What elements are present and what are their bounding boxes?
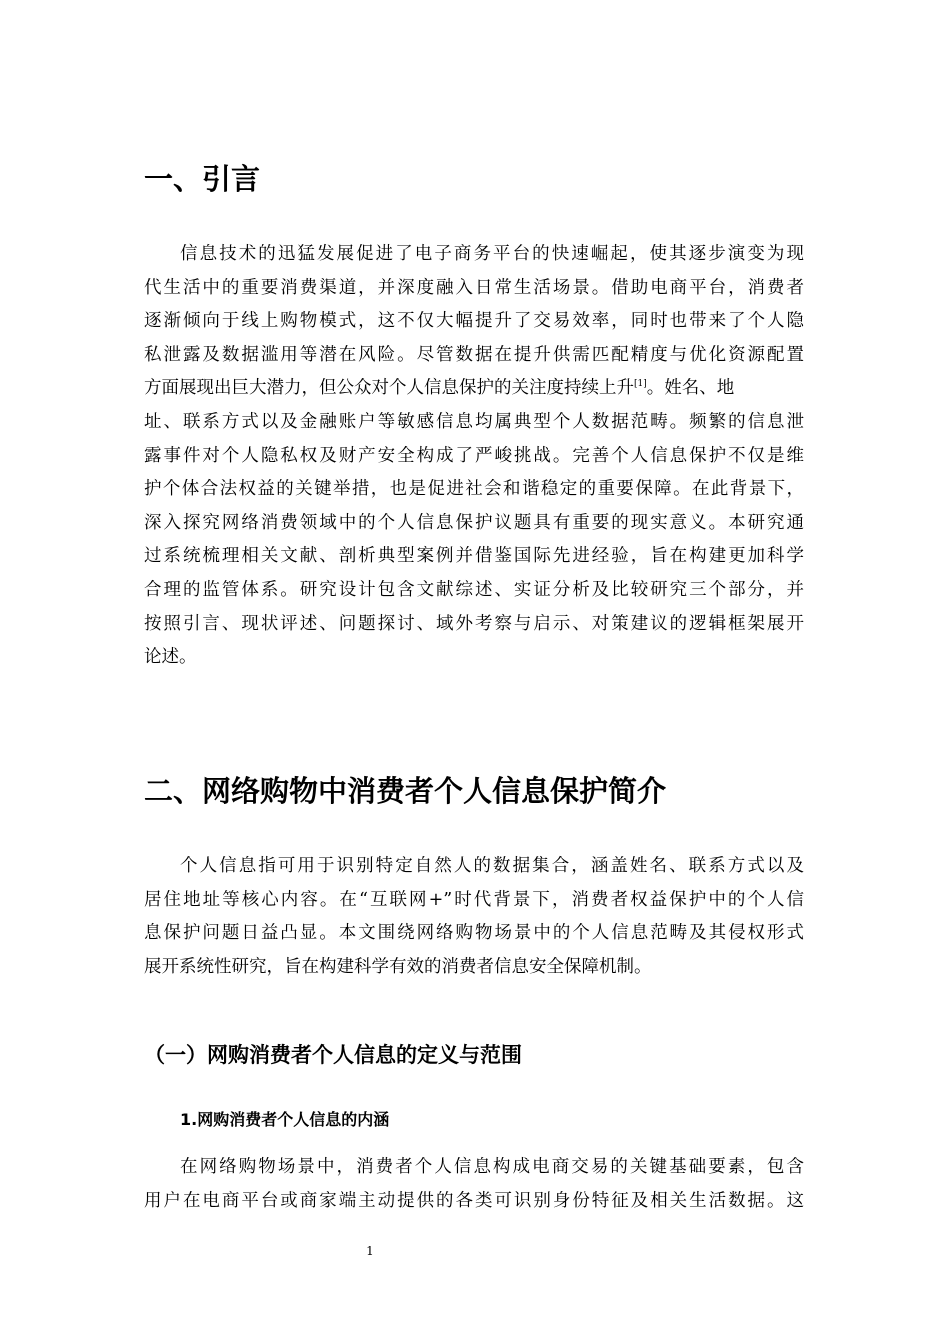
page-number: 1 — [366, 1244, 374, 1258]
section-heading-overview: 二、网络购物中消费者个人信息保护简介 — [144, 774, 667, 808]
paragraph-line-with-citation — [144, 372, 804, 406]
paragraph-line: 逐渐倾向于线上购物模式，这不仅大幅提升了交易效率，同时也带来了个人隐 — [144, 311, 804, 332]
paragraph-line: 论述。 — [144, 647, 197, 668]
overview-paragraph — [144, 850, 804, 984]
paragraph-line: 代生活中的重要消费渠道，并深度融入日常生活场景。借助电商平台，消费者 — [144, 277, 804, 298]
paragraph-line-part: 方面展现出巨大潜力，但公众对个人信息保护的关注度持续上升 — [144, 378, 634, 399]
citation-marker: [1] — [634, 379, 647, 390]
paragraph-line-part: 。姓名、地 — [646, 378, 735, 399]
paragraph-line: 居住地址等核心内容。在“互联网+”时代背景下，消费者权益保护中的个人信 — [144, 889, 804, 910]
paragraph-line: 过系统梳理相关文献、剖析典型案例并借鉴国际先进经验，旨在构建更加科学 — [144, 546, 804, 567]
paragraph-line: 露事件对个人隐私权及财产安全构成了严峻挑战。完善个人信息保护不仅是维 — [144, 445, 804, 466]
introduction-paragraph — [144, 238, 804, 675]
paragraph-line: 用户在电商平台或商家端主动提供的各类可识别身份特征及相关生活数据。这 — [144, 1190, 804, 1211]
paragraph-line: 息保护问题日益凸显。本文围绕网络购物场景中的个人信息范畴及其侵权形式 — [144, 923, 804, 944]
subsection-paragraph — [144, 1151, 804, 1218]
paragraph-line: 深入探究网络消费领域中的个人信息保护议题具有重要的现实意义。本研究通 — [144, 512, 804, 533]
paragraph-line: 合理的监管体系。研究设计包含文献综述、实证分析及比较研究三个部分，并 — [144, 579, 804, 600]
paragraph-line: 在网络购物场景中，消费者个人信息构成电商交易的关键基础要素，包含 — [180, 1157, 804, 1177]
paragraph-line: 展开系统性研究，旨在构建科学有效的消费者信息安全保障机制。 — [144, 956, 652, 977]
paragraph-line: 私泄露及数据滥用等潜在风险。尽管数据在提升供需匹配精度与优化资源配置 — [144, 344, 804, 365]
paragraph-line: 信息技术的迅猛发展促进了电子商务平台的快速崛起，使其逐步演变为现 — [180, 244, 804, 264]
paragraph-line: 址、联系方式以及金融账户等敏感信息均属典型个人数据范畴。频繁的信息泄 — [144, 411, 804, 432]
subsection-heading: （一）网购消费者个人信息的定义与范围 — [144, 1043, 522, 1067]
paragraph-line: 护个体合法权益的关键举措，也是促进社会和谐稳定的重要保障。在此背景下， — [144, 479, 804, 500]
section-heading-introduction: 一、引言 — [144, 162, 261, 196]
subsubsection-heading: 1.网购消费者个人信息的内涵 — [180, 1110, 390, 1129]
paragraph-line: 按照引言、现状评述、问题探讨、域外考察与启示、对策建议的逻辑框架展开 — [144, 613, 804, 634]
paragraph-line: 个人信息指可用于识别特定自然人的数据集合，涵盖姓名、联系方式以及 — [180, 856, 804, 876]
